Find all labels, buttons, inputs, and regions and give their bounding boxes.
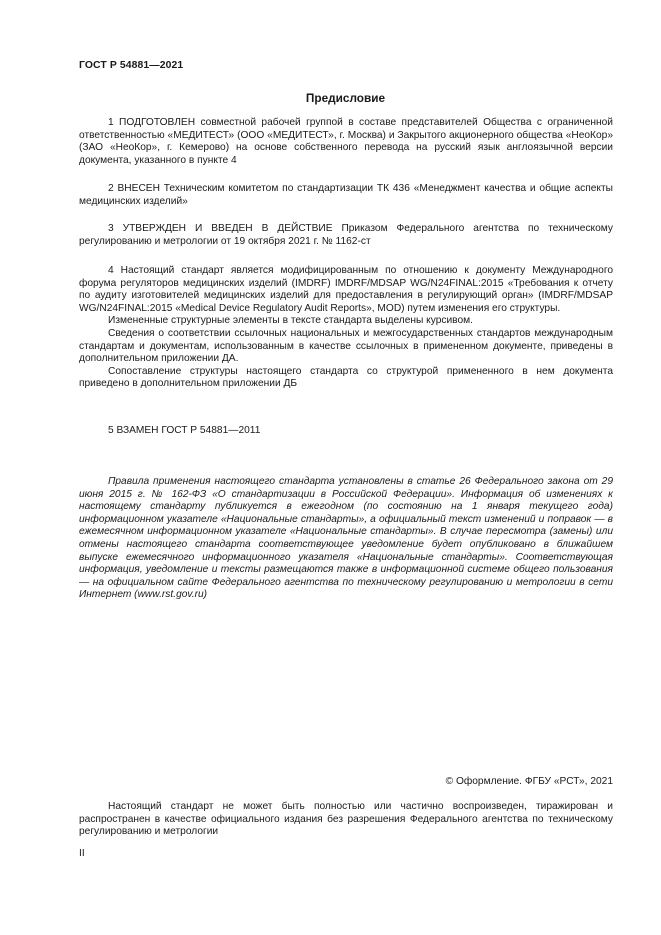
- preface-item-4-text: 4 Настоящий стандарт является модифицированным по отношению к документу Международного форума регуляторов медицинских изделий (IMDRF) IMDRF/MDSAP WG/N24FINAL:2015 «Требования к отчету по аудиту изготовителей медицинских изделий для предоставления в регулирующий орган» (IMDRF/MDSAP WG/N24FINAL:2015 «Medical Device Regulatory Audit Reports», MOD) путем изменения его структуры.: [79, 265, 613, 314]
- reproduction-notice: [79, 801, 613, 839]
- preface-item-4: [79, 265, 613, 391]
- preface-item-4-note-appendix-db: Сопоставление структуры настоящего стандарта со структурой примененного в нем документа приведено в дополнительном приложении ДБ: [79, 365, 613, 390]
- preface-item-2-text: 2 ВНЕСЕН Техническим комитетом по стандартизации ТК 436 «Менеджмент качества и общие аспекты медицинских изделий»: [79, 183, 613, 207]
- preface-item-1: [79, 117, 613, 167]
- preface-item-4-note-italic: Измененные структурные элементы в тексте стандарта выделены курсивом.: [108, 315, 473, 327]
- preface-item-3-text: 3 УТВЕРЖДЕН И ВВЕДЕН В ДЕЙСТВИЕ Приказом Федерального агентства по техническому регулированию и метрологии от 19 октября 2021 г. № 1162-ст: [79, 223, 613, 247]
- preface-item-1-text: 1 ПОДГОТОВЛЕН совместной рабочей группой в составе представителей Общества с ограниченной ответственностью «МЕДИТЕСТ» (ООО «МЕДИТЕСТ», г. Москва) и Закрытого акционерного общества «НеоКор» (ЗАО «НеоКор», г. Кемерово) на основе собственного перевода на русский язык англоязычной версии документа, указанного в пункте 4: [79, 117, 613, 166]
- preface-item-2: [79, 183, 613, 208]
- preface-item-5: [79, 425, 613, 438]
- copyright-line: © Оформление. ФГБУ «РСТ», 2021: [445, 776, 613, 787]
- page-number: II: [79, 848, 85, 859]
- preface-item-4-note-appendix-da: Сведения о соответствии ссылочных национальных и межгосударственных стандартов международным стандартам и документам, использованным в качестве ссылочных в примененном документе, приведены в дополнительном приложении ДА.: [79, 327, 613, 365]
- standard-code: ГОСТ Р 54881—2021: [79, 60, 184, 71]
- application-rules-text: Правила применения настоящего стандарта установлены в статье 26 Федерального закона от 29 июня 2015 г. № 162-ФЗ «О стандартизации в Российской Федерации». Информация об изменениях к настоящему стандарту публикуется в ежегодном (по состоянию на 1 января текущего года) информационном указателе «Национальные стандарты», а официальный текст изменений и поправок — в ежемесячном информационном указателе «Национальные стандарты». В случае пересмотра (замены) или отмены настоящего стандарта соответствующее уведомление будет опубликовано в ближайшем выпуске ежемесячного информационного указателя «Национальные стандарты». Соответствующая информация, уведомление и тексты размещаются также в информационной системе общего пользования — на официальном сайте Федерального агентства по техническому регулированию и метрологии в сети Интернет (www.rst.gov.ru): [79, 476, 613, 601]
- reproduction-notice-text: Настоящий стандарт не может быть полностью или частично воспроизведен, тиражирован и распространен в качестве официального издания без разрешения Федерального агентства по техническому регулированию и метрологии: [79, 801, 613, 838]
- preface-title: Предисловие: [305, 91, 386, 105]
- application-rules: [79, 476, 613, 602]
- preface-item-5-text: 5 ВЗАМЕН ГОСТ Р 54881—2011: [108, 425, 261, 436]
- preface-item-3: [79, 223, 613, 248]
